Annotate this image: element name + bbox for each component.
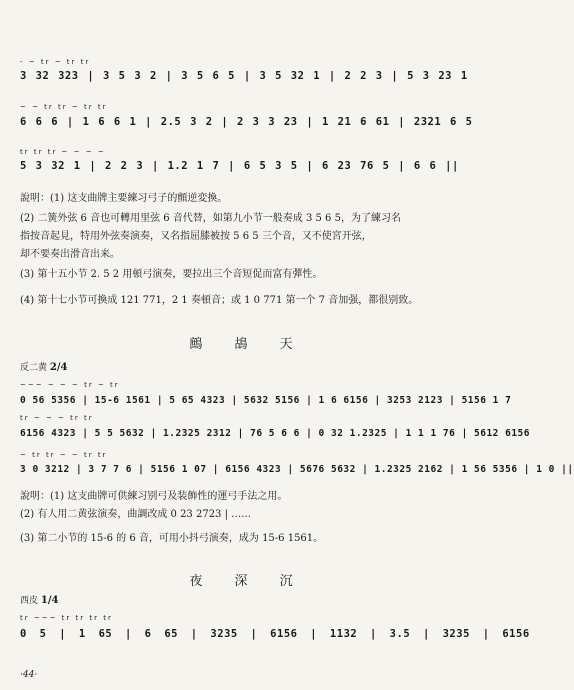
key-signature [20, 360, 67, 373]
explanation-line: (3) 第十五小节 2. 5 2 用頓弓演奏，要拉出三个音短促而富有彈性。 [20, 269, 323, 280]
staff-line: 3 0 3212 | 3 7 7 6 | 5156 1 07 | 6156 4323 | 5676 5632 | 1.2325 2162 | 1 56 5356 | 1 0 || [20, 464, 574, 475]
piece-title: 夜 深 沉 [189, 574, 307, 589]
piece-title: 鷓 鴣 天 [189, 337, 307, 352]
explanation-line: 說明：(1) 这支曲牌可供練习别弓及装飾性的運弓手法之用。 [20, 491, 288, 502]
ornament-line: ~~~ ~ ~ ~ tr ~ tr [20, 381, 120, 389]
staff-line: 6156 4323 | 5 5 5632 | 1.2325 2312 | 76 5 6 6 | 0 32 1.2325 | 1 1 1 76 | 5612 6156 [20, 428, 530, 439]
explanation-line: (2) 有人用二黄弦演奏，曲調改成 0 23 2723 | …… [20, 509, 252, 520]
staff-line: 0 56 5356 | 15-6 1561 | 5 65 4323 | 5632 5156 | 1 6 6156 | 3253 2123 | 5156 1 7 [20, 395, 512, 406]
explanation-line: 說明：(1) 这支曲牌主要練习弓子的顫逆変換。 [20, 193, 228, 204]
ornament-line: - ~ tr ~ tr tr [20, 58, 91, 66]
ornament-line: tr ~ ~ ~ tr tr [20, 414, 94, 422]
ornament-line: tr tr tr ~ ~ ~ ~ [20, 148, 106, 156]
page-number: ·44· [20, 670, 38, 680]
staff-line: 0 5 | 1 65 | 6 65 | 3235 | 6156 | 1132 | 3.5 | 3235 | 6156 [20, 628, 530, 640]
time-signature: 2/4 [49, 362, 68, 373]
staff-line: 3 32 323 | 3 5 3 2 | 3 5 6 5 | 3 5 32 1 | 2 2 3 | 5 3 23 1 [20, 70, 468, 82]
staff-line: 5 3 32 1 | 2 2 3 | 1.2 1 7 | 6 5 3 5 | 6 23 76 5 | 6 6 || [20, 160, 459, 172]
key-mode: 反二黄 [20, 363, 48, 373]
time-signature: 1/4 [40, 595, 59, 606]
explanation-line: (4) 第十七小节可換成 121 771，2 1 奏頓音；或 1 0 771 第一个 7 音加强，都很别致。 [20, 295, 419, 306]
ornament-line: tr ~~~ tr tr tr tr [20, 614, 113, 622]
explanation-line: (2) 二簧外弦 6 音也可轉用里弦 6 音代替，如第九小节一般奏成 3 5 6 5，为了練习名 [20, 213, 401, 224]
key-signature [20, 593, 58, 606]
explanation-line: (3) 第二小节的 15-6 的 6 音，可用小抖弓演奏，成为 15-6 1561。 [20, 533, 324, 544]
key-mode: 西皮 [20, 596, 39, 606]
ornament-line: ~ ~ tr tr ~ tr tr [20, 103, 108, 111]
ornament-line: ~ tr tr ~ ~ tr tr [20, 451, 108, 459]
explanation-line: 指按音起見，特用外弦奏演奏，又名指屈膝被按 5 6 5 三个音，又不使宮开弦， [20, 231, 372, 242]
staff-line: 6 6 6 | 1 6 6 1 | 2.5 3 2 | 2 3 3 23 | 1 21 6 61 | 2321 6 5 [20, 116, 473, 128]
explanation-line: 却不要奏出滑音出来。 [20, 249, 120, 260]
